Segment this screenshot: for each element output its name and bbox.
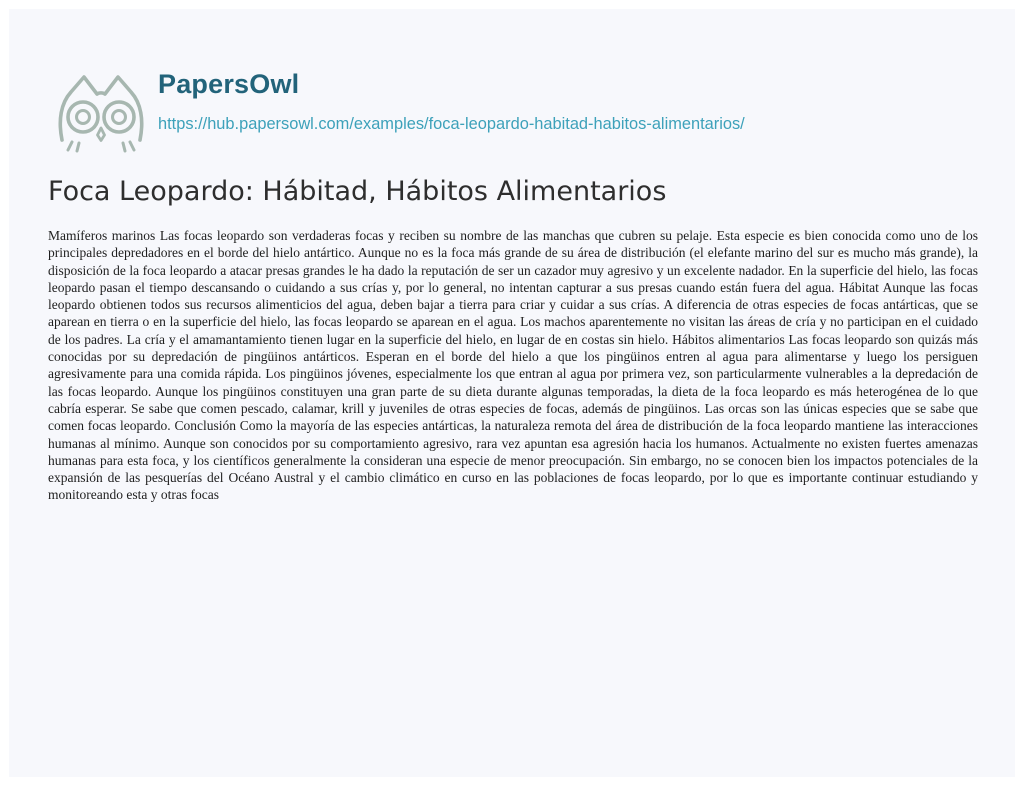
document-body: Mamíferos marinos Las focas leopardo son verdaderas focas y reciben su nombre de las manchas que cubren su pelaje. Esta especie es bien conocida como uno de los principales depredadores en el borde del hielo antártico. Aunque no es la foca más grande de su área de distribución (el elefante marino del sur es mucho más grande), la disposición de la foca leopardo a atacar presas grandes le ha dado la reputación de ser un cazador muy agresivo y un excelente nadador. En la superficie del hielo, las focas leopardo pasan el tiempo descansando o cuidando a sus crías y, por lo general, no intentan capturar a sus presas cuando están fuera del agua. Hábitat Aunque las focas leopardo obtienen todos sus recursos alimenticios del agua, deben bajar a tierra para criar y cuidar a sus crías. A diferencia de otras especies de focas antárticas, que se aparean en tierra o en la superficie del hielo, las focas leopardo se aparean en el agua. Los machos aparentemente no visitan las áreas de cría y no participan en el cuidado de los padres. La cría y el amamantamiento tienen lugar en la superficie del hielo, en lugar de en costas sin hielo. Hábitos alimentarios Las focas leopardo son quizás más conocidas por su depredación de pingüinos antárticos. Esperan en el borde del hielo a que los pingüinos entren al agua para alimentarse y luego los persiguen agresivamente para una comida rápida. Los pingüinos jóvenes, especialmente los que entran al agua por primera vez, son particularmente vulnerables a la depredación de las focas leopardo. Aunque los pingüinos constituyen una gran parte de su dieta durante algunas temporadas, la dieta de la foca leopardo es más heterogénea de lo que cabría esperar. Se sabe que comen pescado, calamar, krill y juveniles de otras especies de focas, además de pingüinos. Las orcas son las únicas especies que se sabe que comen focas leopardo. Conclusión Como la mayoría de las especies antárticas, la naturaleza remota del área de distribución de la foca leopardo mantiene las interacciones humanas al mínimo. Aunque son conocidos por su comportamiento agresivo, rara vez apuntan esa agresión hacia los humanos. Actualmente no existen fuertes amenazas humanas para esta foca, y los científicos generalmente la consideran una especie de menor preocupación. Sin embargo, no se conocen bien los impactos potenciales de la expansión de las pesquerías del Océano Austral y el cambio climático en curso en las poblaciones de focas leopardo, por lo que es importante continuar estudiando y monitoreando esta y otras focas: [48, 228, 978, 503]
owl-logo-icon: [54, 68, 148, 162]
document-page: [9, 9, 1015, 777]
brand-name[interactable]: PapersOwl: [158, 69, 300, 99]
source-url-link[interactable]: https://hub.papersowl.com/examples/foca-leopardo-habitad-habitos-alimentarios/: [158, 115, 745, 133]
document-title: Foca Leopardo: Hábitad, Hábitos Alimentarios: [48, 176, 667, 207]
